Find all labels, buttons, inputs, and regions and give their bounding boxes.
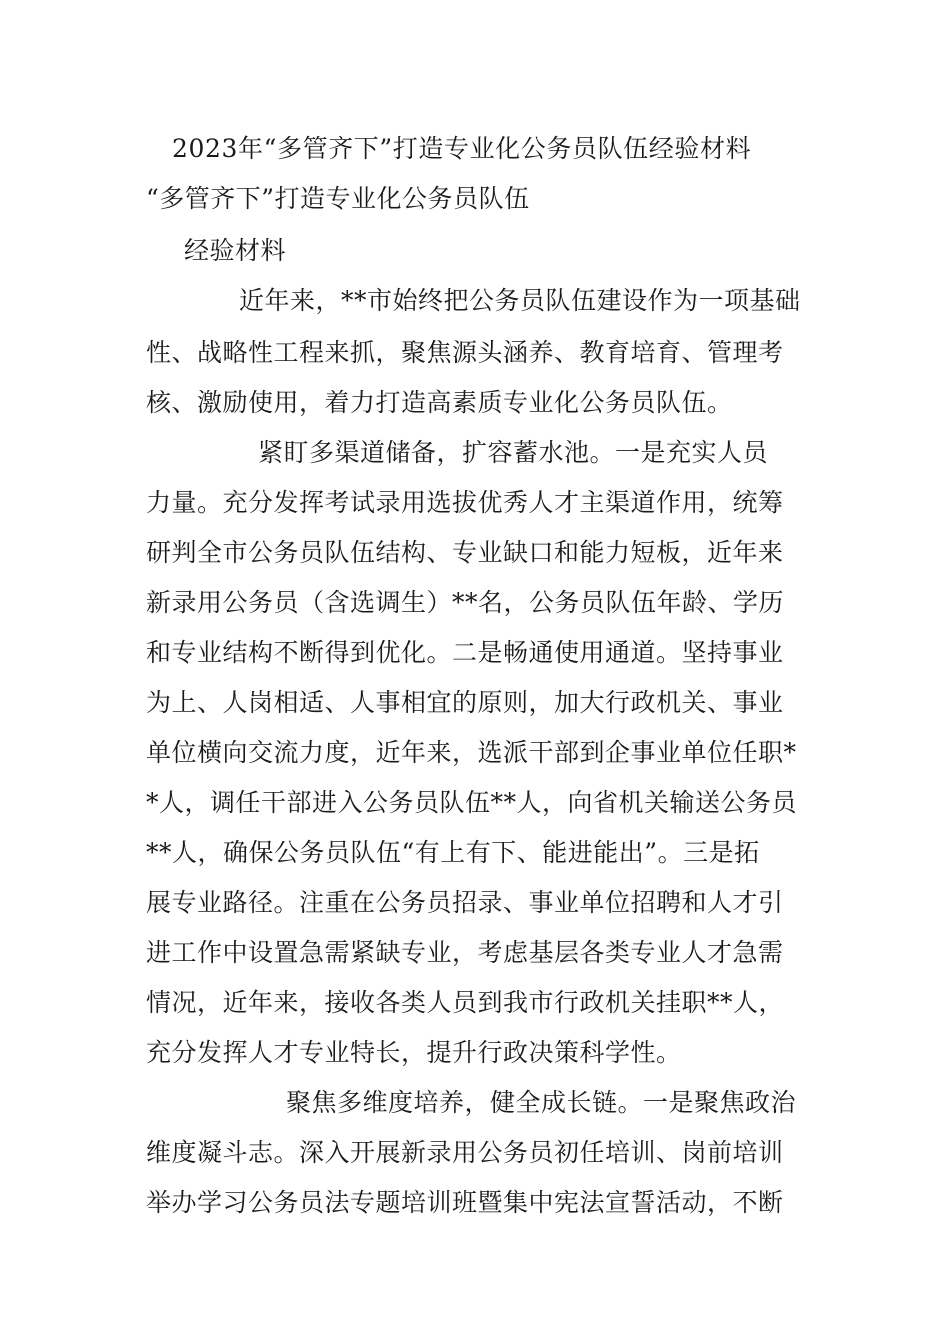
paragraph-2-line-8: *人，调任干部进入公务员队伍**人，向省机关输送公务员 [146,788,798,817]
paragraph-3-line-1: 聚焦多维度培养，健全成长链。一是聚焦政治 [286,1088,797,1117]
document-subtitle-label: 经验材料 [184,236,287,265]
paragraph-2-line-4: 新录用公务员（含选调生）**名，公务员队伍年龄、学历 [146,588,785,617]
document-subtitle: “多管齐下”打造专业化公务员队伍 [146,184,530,213]
paragraph-2-line-7: 单位横向交流力度，近年来，选派干部到企事业单位任职* [146,738,797,767]
paragraph-2-line-6: 为上、人岗相适、人事相宜的原则，加大行政机关、事业 [146,688,784,717]
paragraph-1-line-1: 近年来，**市始终把公务员队伍建设作为一项基础 [239,286,801,315]
paragraph-2-line-5: 和专业结构不断得到优化。二是畅通使用通道。坚持事业 [146,638,784,667]
paragraph-1-line-2: 性、战略性工程来抓，聚焦源头涵养、教育培育、管理考 [146,338,784,367]
paragraph-3-line-2: 维度凝斗志。深入开展新录用公务员初任培训、岗前培训 [146,1138,784,1167]
paragraph-2-line-9: **人，确保公务员队伍“有上有下、能进能出”。三是拓 [146,838,760,867]
paragraph-3-line-3: 举办学习公务员法专题培训班暨集中宪法宣誓活动，不断 [146,1188,784,1217]
paragraph-2-line-12: 情况，近年来，接收各类人员到我市行政机关挂职**人， [146,988,785,1017]
paragraph-2-line-13: 充分发挥人才专业特长，提升行政决策科学性。 [146,1038,682,1067]
paragraph-2-line-2: 力量。充分发挥考试录用选拔优秀人才主渠道作用，统筹 [146,488,784,517]
paragraph-1-line-3: 核、激励使用，着力打造高素质专业化公务员队伍。 [146,388,733,417]
paragraph-2-line-11: 进工作中设置急需紧缺专业，考虑基层各类专业人才急需 [146,938,784,967]
paragraph-2-line-1: 紧盯多渠道储备，扩容蓄水池。一是充实人员 [258,438,769,467]
paragraph-2-line-3: 研判全市公务员队伍结构、专业缺口和能力短板，近年来 [146,538,784,567]
paragraph-2-line-10: 展专业路径。注重在公务员招录、事业单位招聘和人才引 [146,888,784,917]
document-title: 2023年“多管齐下”打造专业化公务员队伍经验材料 [172,134,752,163]
